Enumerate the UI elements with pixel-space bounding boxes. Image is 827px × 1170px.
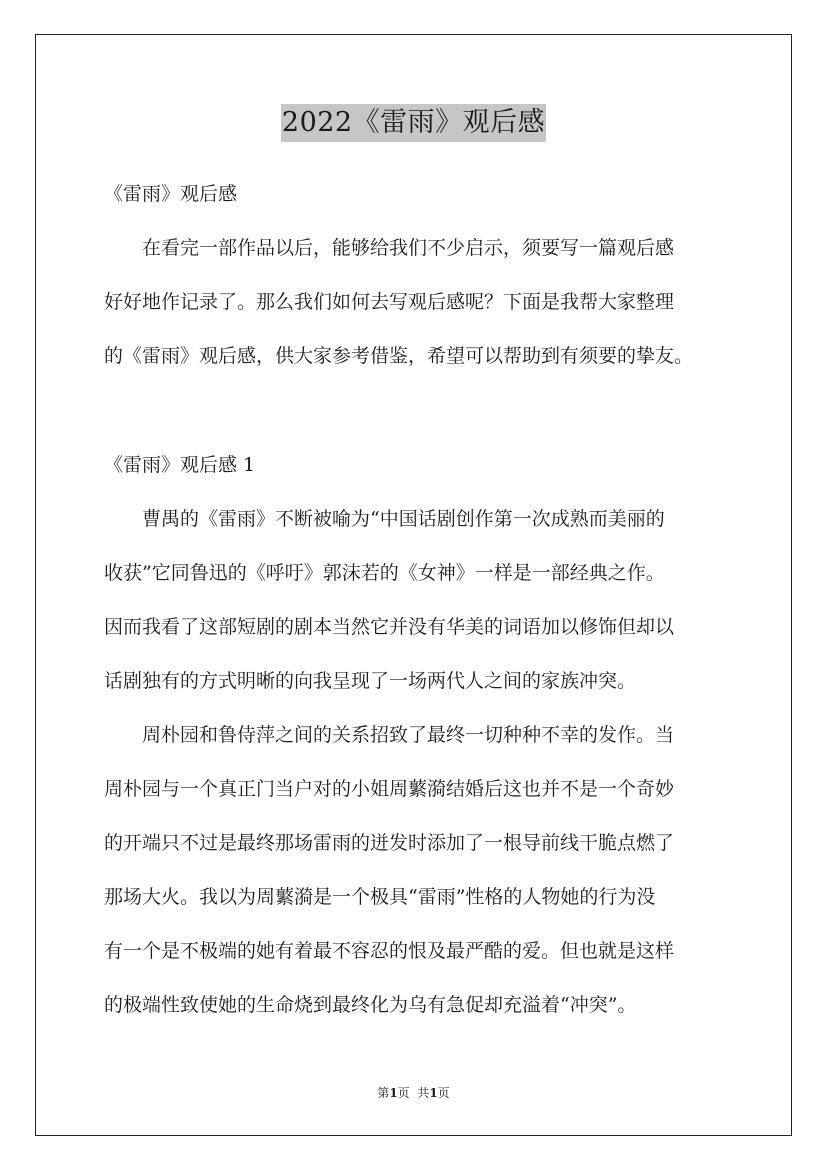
title-container (0, 104, 827, 142)
paragraph2-line: 的极端性致使她的生命烧到最终化为乌有急促却充溢着“冲突”。 (104, 994, 637, 1016)
footer-page-total: 1 (429, 1086, 438, 1100)
paragraph2-line: 的开端只不过是最终那场雷雨的迸发时添加了一根导前线干脆点燃了 (104, 832, 675, 854)
paragraph1-line: 收获”它同鲁迅的《呼吁》郭沫若的《女神》一样是一部经典之作。 (104, 562, 665, 584)
intro-line: 的《雷雨》观后感，供大家参考借鉴，希望可以帮助到有须要的挚友。 (104, 345, 694, 367)
footer-suffix: 页 (437, 1086, 450, 1100)
document-title: 2022《雷雨》观后感 (281, 104, 546, 142)
page-footer (0, 1084, 827, 1102)
intro-line: 好好地作记录了。那么我们如何去写观后感呢？下面是我帮大家整理 (104, 291, 675, 313)
section-heading: 《雷雨》观后感 1 (104, 454, 256, 476)
paragraph2-line: 周朴园与一个真正门当户对的小姐周蘩漪结婚后这也并不是一个奇妙 (104, 778, 675, 800)
intro-heading: 《雷雨》观后感 (104, 183, 238, 205)
paragraph1-line: 话剧独有的方式明晰的向我呈现了一场两代人之间的家族冲突。 (104, 670, 637, 692)
paragraph1-line: 因而我看了这部短剧的剧本当然它并没有华美的词语加以修饰但却以 (104, 616, 675, 638)
footer-prefix: 第 (377, 1086, 390, 1100)
paragraph1-line: 曹禺的《雷雨》不断被喻为“中国话剧创作第一次成熟而美丽的 (142, 508, 665, 530)
paragraph2-line: 有一个是不极端的她有着最不容忍的恨及最严酷的爱。但也就是这样 (104, 940, 675, 962)
footer-page-current: 1 (389, 1086, 398, 1100)
footer-mid: 页 共 (397, 1086, 430, 1100)
paragraph2-line: 周朴园和鲁侍萍之间的关系招致了最终一切种种不幸的发作。当 (142, 724, 675, 746)
paragraph2-line: 那场大火。我以为周蘩漪是一个极具“雷雨”性格的人物她的行为没 (104, 886, 656, 908)
intro-line: 在看完一部作品以后，能够给我们不少启示，须要写一篇观后感 (142, 237, 675, 259)
